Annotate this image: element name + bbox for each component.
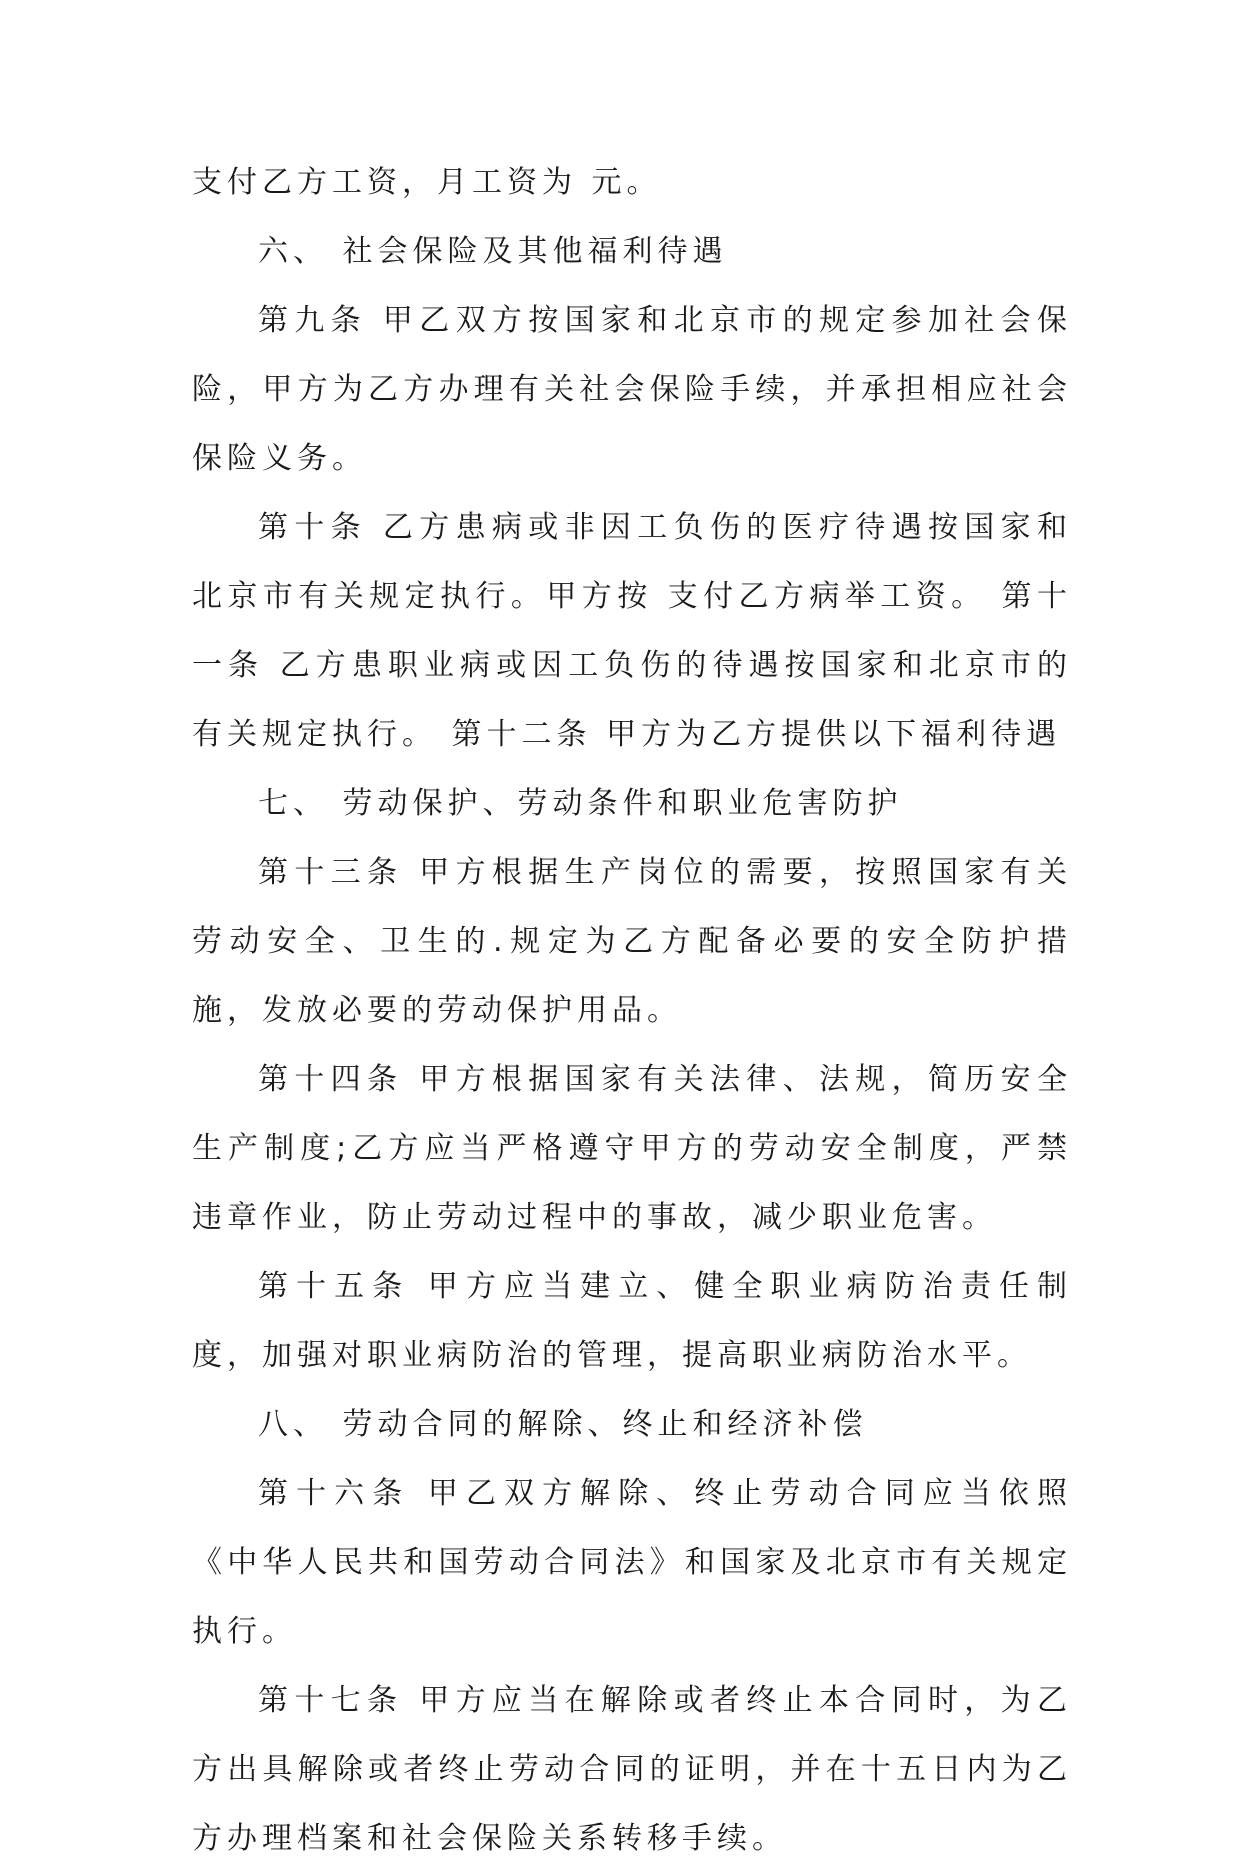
article-10-11-12: 第十条 乙方患病或非因工负伤的医疗待遇按国家和北京市有关规定执行。甲方按 支付乙方病举工资。 第十一条 乙方患职业病或因工负伤的待遇按国家和北京市的有关规定执行。 第十二条 甲方为乙方提供以下福利待遇 [192,510,1072,752]
section-heading-social-insurance: 六、 社会保险及其他福利待遇 [258,234,728,269]
document-page [192,148,1072,1873]
article-13: 第十三条 甲方根据生产岗位的需要，按照国家有关劳动安全、卫生的.规定为乙方配备必要的安全防护措施，发放必要的劳动保护用品。 [192,855,1072,1028]
section-heading-labor-protection: 七、 劳动保护、劳动条件和职业危害防护 [258,786,903,821]
article-16: 第十六条 甲乙双方解除、终止劳动合同应当依照《中华人民共和国劳动合同法》和国家及北京市有关规定执行。 [192,1476,1072,1649]
section-heading-termination: 八、 劳动合同的解除、终止和经济补偿 [258,1407,868,1442]
article-14: 第十四条 甲方根据国家有关法律、法规，简历安全生产制度;乙方应当严格遵守甲方的劳动安全制度，严禁违章作业，防止劳动过程中的事故，减少职业危害。 [192,1062,1072,1235]
article-15: 第十五条 甲方应当建立、健全职业病防治责任制度，加强对职业病防治的管理，提高职业病防治水平。 [192,1269,1072,1373]
article-17: 第十七条 甲方应当在解除或者终止本合同时，为乙方出具解除或者终止劳动合同的证明，并在十五日内为乙方办理档案和社会保险关系转移手续。 [192,1683,1072,1856]
paragraph-continuation: 支付乙方工资，月工资为 元。 [192,165,662,200]
article-9: 第九条 甲乙双方按国家和北京市的规定参加社会保险，甲方为乙方办理有关社会保险手续，并承担相应社会保险义务。 [192,303,1072,476]
